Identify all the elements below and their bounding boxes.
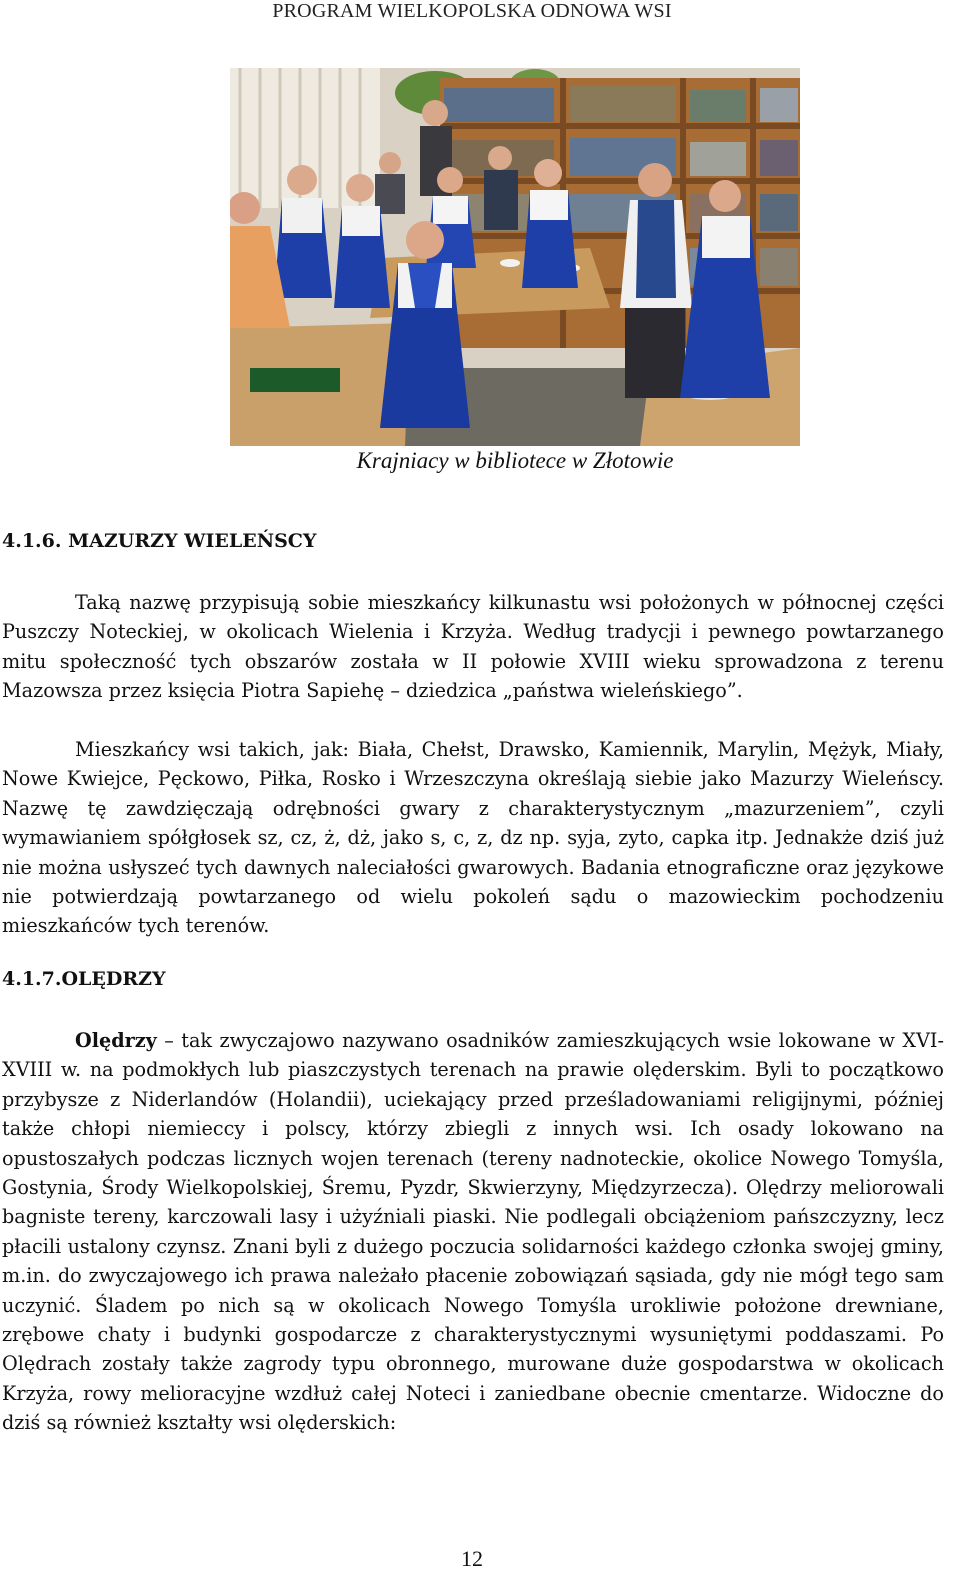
section-heading-oledrzy: 4.1.7.OLĘDRZY — [2, 968, 166, 990]
paragraph-text: Mieszkańcy wsi takich, jak: Biała, Chełst, Drawsko, Kamiennik, Marylin, Mężyk, Miały, Nowe Kwiejce, Pęckowo, Piłka, Rosko i Wrzeszczyna określają siebie jako Mazurzy Wieleńscy. Nazwę tę zawdzięczają odrębności gwary z charakterystycznym „mazurzeniem”, czyli wymawianiem spółgłosek sz, cz, ż, dż, jako s, c, z, dz np. syja, zyto, capka itp. Jednakże dziś już nie można usłyszeć tych dawnych naleciałości gwarowych. Badania etnograficzne oraz językowe nie potwierdzają powtarzanego od wielu pokoleń sądu o mazowieckim pochodzeniu mieszkańców tych terenów. — [2, 738, 944, 938]
paragraph-oledrzy — [2, 1026, 944, 1438]
section-heading-mazurzy: 4.1.6. MAZURZY WIELEŃSCY — [2, 530, 317, 552]
paragraph-mazurzy-villages — [2, 735, 944, 941]
photo-caption: Krajniacy w bibliotece w Złotowie — [356, 448, 674, 473]
running-header: PROGRAM WIELKOPOLSKA ODNOWA WSI — [272, 0, 672, 22]
lead-term: Olędrzy — [75, 1029, 157, 1052]
paragraph-text: – tak zwyczajowo nazywano osadników zamieszkujących wsie lokowane w XVI-XVIII w. na podmokłych lub piaszczystych terenach na prawie olęderskim. Byli to początkowo przybysze z Niderlandów (Holandii), uciekający przed prześladowaniami religijnymi, później także chłopi niemieccy i polscy, którzy zbiegli z innych wsi. Ich osady lokowano na opustoszałych podczas licznych wojen terenach (tereny nadnoteckie, okolice Nowego Tomyśla, Gostynia, Środy Wielkopolskiej, Śremu, Pyzdr, Skwierzyny, Międzyrzecza). Olędrzy meliorowali bagniste tereny, karczowali lasy i użyźniali piaski. Nie podlegali obciążeniom pańszczyzny, lecz płacili ustalony czynsz. Znani byli z dużego poczucia solidarności każdego członka swojej gminy, m.in. do zwyczajowego ich prawa należało płacenie zobowiązań sąsiada, gdy nie mógł tego sam uczynić. Śladem po nich są w okolicach Nowego Tomyśla urokliwie położone drewniane, zrębowe chaty i budynki gospodarcze z charakterystycznymi wysuniętymi poddaszami. Po Olędrach zostały także zagrody typu obronnego, murowane duże gospodarstwa w okolicach Krzyża, rowy melioracyjne wzdłuż całej Noteci i zaniedbane obecnie cmentarze. Widoczne do dziś są również kształty wsi olęderskich: — [2, 1029, 944, 1435]
photo-illustration — [230, 68, 800, 446]
paragraph-text: Taką nazwę przypisują sobie mieszkańcy kilkunastu wsi położonych w północnej części Puszczy Noteckiej, w okolicach Wielenia i Krzyża. Według tradycji i pewnego powtarzanego mitu społeczność tych obszarów została w II połowie XVIII wieku sprowadzona z terenu Mazowsza przez księcia Piotra Sapiehę – dziedzica „państwa wieleńskiego”. — [2, 591, 944, 703]
page-number: 12 — [461, 1546, 483, 1571]
photo-krajniacy-library — [230, 68, 800, 446]
paragraph-mazurzy-origin — [2, 588, 944, 706]
